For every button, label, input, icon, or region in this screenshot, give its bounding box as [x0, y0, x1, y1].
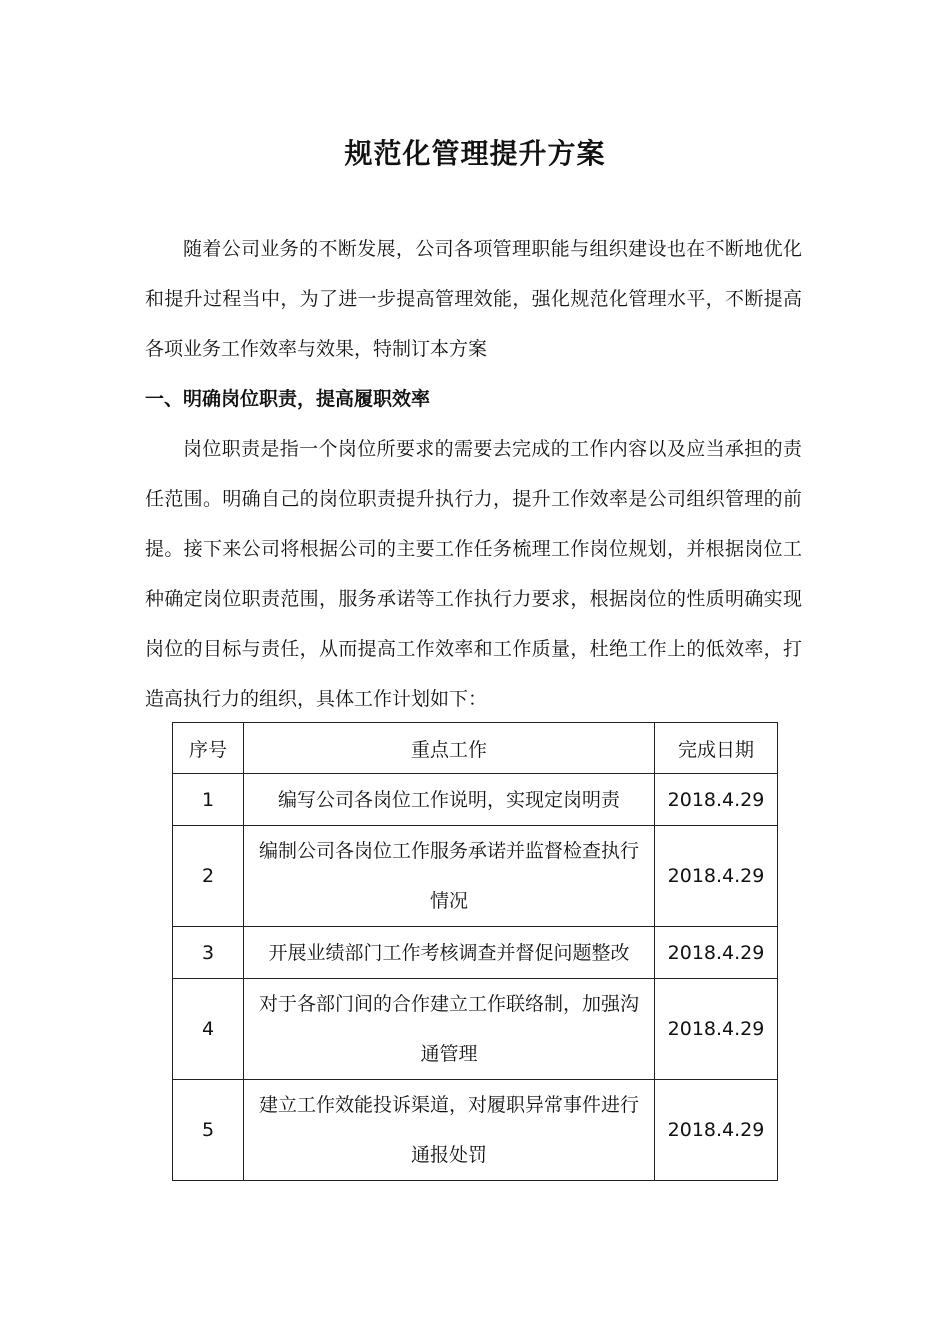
table-header-row — [173, 723, 778, 774]
section-heading: 一、明确岗位职责，提高履职效率 — [145, 388, 431, 410]
table-row — [173, 927, 778, 979]
work-plan-table — [172, 722, 778, 1181]
row-date: 2018.4.29 — [655, 927, 778, 979]
row-task: 编写公司各岗位工作说明，实现定岗明责 — [244, 774, 655, 826]
document-title: 规范化管理提升方案 — [344, 137, 606, 170]
row-date: 2018.4.29 — [655, 774, 778, 826]
table-row — [173, 826, 778, 927]
row-date: 2018.4.29 — [655, 1080, 778, 1181]
header-task: 重点工作 — [244, 723, 655, 774]
row-task: 对于各部门间的合作建立工作联络制，加强沟通管理 — [244, 979, 655, 1080]
section-body: 岗位职责是指一个岗位所要求的需要去完成的工作内容以及应当承担的责任范围。明确自己的岗位职责提升执行力，提升工作效率是公司组织管理的前提。接下来公司将根据公司的主要工作任务梳理工作岗位规划，并根据岗位工种确定岗位职责范围，服务承诺等工作执行力要求，根据岗位的性质明确实现岗位的目标与责任，从而提高工作效率和工作质量，杜绝工作上的低效率，打造高执行力的组织，具体工作计划如下： — [145, 438, 802, 710]
table-row — [173, 1080, 778, 1181]
row-no: 5 — [173, 1080, 244, 1181]
row-no: 2 — [173, 826, 244, 927]
row-task: 建立工作效能投诉渠道，对履职异常事件进行通报处罚 — [244, 1080, 655, 1181]
table-row — [173, 979, 778, 1080]
row-task: 开展业绩部门工作考核调查并督促问题整改 — [244, 927, 655, 979]
row-no: 1 — [173, 774, 244, 826]
row-task: 编制公司各岗位工作服务承诺并监督检查执行情况 — [244, 826, 655, 927]
header-no: 序号 — [173, 723, 244, 774]
row-date: 2018.4.29 — [655, 979, 778, 1080]
row-no: 4 — [173, 979, 244, 1080]
table-row — [173, 774, 778, 826]
header-date: 完成日期 — [655, 723, 778, 774]
row-date: 2018.4.29 — [655, 826, 778, 927]
row-no: 3 — [173, 927, 244, 979]
intro-paragraph: 随着公司业务的不断发展，公司各项管理职能与组织建设也在不断地优化和提升过程当中，为了进一步提高管理效能，强化规范化管理水平，不断提高各项业务工作效率与效果，特制订本方案 — [145, 238, 802, 360]
